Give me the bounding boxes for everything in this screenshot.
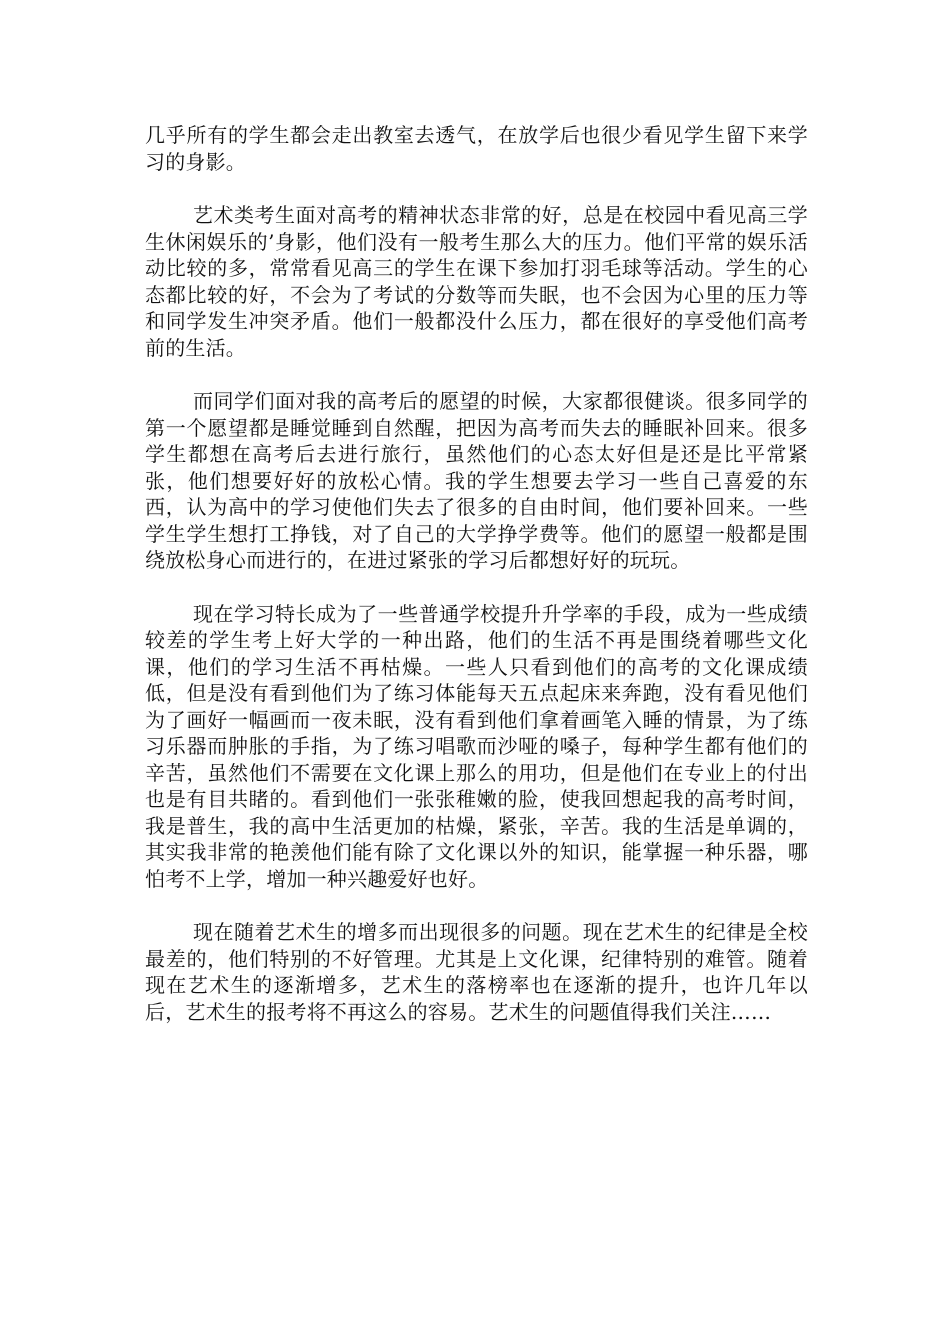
document-body [145, 122, 808, 1052]
paragraph-3: 而同学们面对我的高考后的愿望的时候，大家都很健谈。很多同学的第一个愿望都是睡觉睡到自然醒，把因为高考而失去的睡眠补回来。很多学生都想在高考后去进行旅行，虽然他们的心态太好但是还是比平常紧张，他们想要好好的放松心情。我的学生想要去学习一些自己喜爱的东西，认为高中的学习使他们失去了很多的自由时间，他们要补回来。一些学生学生想打工挣钱，对了自己的大学挣学费等。他们的愿望一般都是围绕放松身心而进行的，在进过紧张的学习后都想好好的玩玩。 [145, 389, 808, 572]
paragraph-4: 现在学习特长成为了一些普通学校提升升学率的手段，成为一些成绩较差的学生考上好大学的一种出路，他们的生活不再是围绕着哪些文化课，他们的学习生活不再枯燥。一些人只看到他们的高考的文化课成绩低，但是没有看到他们为了练习体能每天五点起床来奔跑，没有看见他们为了画好一幅画而一夜未眠，没有看到他们拿着画笔入睡的情景，为了练习乐器而肿胀的手指，为了练习唱歌而沙哑的嗓子，每种学生都有他们的辛苦，虽然他们不需要在文化课上那么的用功，但是他们在专业上的付出也是有目共睹的。看到他们一张张稚嫩的脸，使我回想起我的高考时间，我是普生，我的高中生活更加的枯燥，紧张，辛苦。我的生活是单调的，其实我非常的艳羡他们能有除了文化课以外的知识，能掌握一种乐器，哪怕考不上学，增加一种兴趣爱好也好。 [145, 601, 808, 891]
paragraph-5: 现在随着艺术生的增多而出现很多的问题。现在艺术生的纪律是全校最差的，他们特别的不好管理。尤其是上文化课，纪律特别的难管。随着现在艺术生的逐渐增多，艺术生的落榜率也在逐渐的提升，也许几年以后，艺术生的报考将不再这么的容易。艺术生的问题值得我们关注…… [145, 920, 808, 1024]
paragraph-2: 艺术类考生面对高考的精神状态非常的好，总是在校园中看见高三学生休闲娱乐的’身影，他们没有一般考生那么大的压力。他们平常的娱乐活动比较的多，常常看见高三的学生在课下参加打羽毛球等活动。学生的心态都比较的好，不会为了考试的分数等而失眠，也不会因为心里的压力等和同学发生冲突矛盾。他们一般都没什么压力，都在很好的享受他们高考前的生活。 [145, 203, 808, 360]
paragraph-1: 几乎所有的学生都会走出教室去透气，在放学后也很少看见学生留下来学习的身影。 [145, 123, 808, 174]
